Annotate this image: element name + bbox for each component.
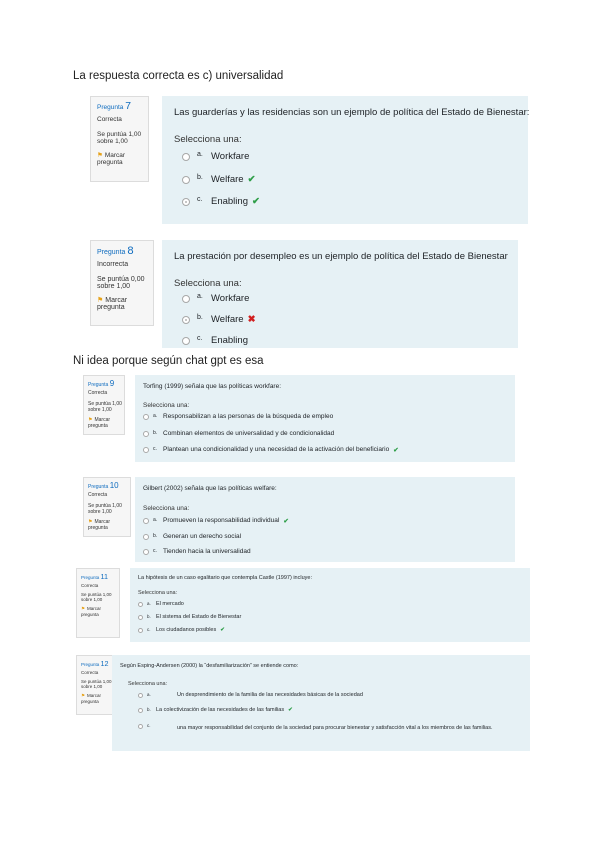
option-letter: c. bbox=[147, 627, 151, 632]
option-label: Combinan elementos de universalidad y de condicionalidad bbox=[163, 430, 335, 437]
option-letter: a. bbox=[197, 151, 203, 158]
question-content bbox=[130, 568, 530, 642]
option-letter: c. bbox=[197, 335, 203, 342]
flag-question-link[interactable]: ⚑ Marcar pregunta bbox=[88, 417, 111, 429]
option-label: una mayor responsabilidad del conjunto de la sociedad para procurar bienestar y satisfacción vital a los miembros de las familias. bbox=[177, 725, 493, 731]
radio-button[interactable] bbox=[182, 153, 190, 161]
question-score: Se puntúa 1,00 sobre 1,00 bbox=[88, 503, 122, 515]
question-score: Se puntúa 1,00 sobre 1,00 bbox=[81, 592, 112, 602]
option-letter: b. bbox=[147, 614, 151, 619]
option-a[interactable] bbox=[138, 692, 363, 698]
flag-question-link[interactable]: ⚑ Marcar pregunta bbox=[97, 152, 126, 166]
question-content bbox=[135, 477, 515, 562]
question-info bbox=[90, 96, 149, 182]
question-info bbox=[90, 240, 154, 326]
option-b[interactable] bbox=[143, 430, 334, 437]
radio-button[interactable] bbox=[182, 316, 190, 324]
option-letter: a. bbox=[147, 601, 151, 606]
question-title: Pregunta 8 bbox=[97, 245, 134, 257]
option-label: Los ciudadanos posibles bbox=[156, 627, 217, 633]
option-label: Generan un derecho social bbox=[163, 533, 242, 540]
option-label: Un desprendimiento de la familia de las necesidades básicas de la sociedad bbox=[177, 692, 363, 698]
radio-button[interactable] bbox=[143, 414, 149, 420]
option-letter: c. bbox=[147, 723, 151, 728]
flag-icon: ⚑ bbox=[81, 693, 86, 698]
radio-button[interactable] bbox=[138, 708, 143, 713]
option-c[interactable] bbox=[143, 548, 251, 555]
option-b[interactable] bbox=[138, 614, 241, 620]
option-letter: b. bbox=[197, 314, 203, 321]
question-title: Pregunta 9 bbox=[88, 379, 115, 388]
select-prompt: Selecciona una: bbox=[143, 402, 190, 409]
radio-button[interactable] bbox=[182, 176, 190, 184]
option-label: El mercado bbox=[156, 601, 184, 607]
question-title: Pregunta 10 bbox=[88, 481, 119, 490]
question-text: Las guarderías y las residencias son un ejemplo de política del Estado de Bienestar: bbox=[174, 107, 530, 118]
question-text: Según Esping-Andersen (2000) la “desfamiliarización” se entiende como: bbox=[120, 663, 299, 669]
radio-button[interactable] bbox=[182, 295, 190, 303]
question-info bbox=[76, 568, 120, 638]
select-prompt: Selecciona una: bbox=[174, 134, 242, 145]
question-text: La hipótesis de un caso egalitario que contempla Castle (1997) incluye: bbox=[138, 575, 312, 581]
select-prompt: Selecciona una: bbox=[143, 505, 190, 512]
select-prompt: Selecciona una: bbox=[128, 681, 168, 687]
option-label: Enabling bbox=[211, 196, 248, 207]
question-text: Gilbert (2002) señala que las políticas welfare: bbox=[143, 485, 277, 492]
option-letter: c. bbox=[153, 446, 157, 452]
question-content bbox=[112, 655, 530, 751]
option-a[interactable] bbox=[182, 151, 249, 162]
option-label: El sistema del Estado de Bienestar bbox=[156, 614, 242, 620]
option-b[interactable] bbox=[138, 707, 293, 713]
radio-button[interactable] bbox=[138, 615, 143, 620]
radio-button[interactable] bbox=[138, 693, 143, 698]
option-label: Tienden hacia la universalidad bbox=[163, 548, 251, 555]
option-b[interactable] bbox=[182, 174, 256, 185]
flag-icon: ⚑ bbox=[88, 519, 93, 525]
question-title: Pregunta 11 bbox=[81, 572, 108, 581]
question-content bbox=[162, 96, 528, 224]
option-c[interactable] bbox=[143, 446, 399, 454]
option-b[interactable] bbox=[143, 533, 241, 540]
question-score: Se puntúa 1,00 sobre 1,00 bbox=[88, 401, 122, 413]
correct-check-icon: ✔ bbox=[288, 707, 293, 713]
option-a[interactable] bbox=[143, 517, 289, 525]
option-letter: a. bbox=[153, 413, 158, 419]
option-c[interactable] bbox=[138, 723, 527, 734]
answer-note: La respuesta correcta es c) universalidad bbox=[73, 70, 284, 82]
correct-check-icon: ✔ bbox=[393, 447, 399, 454]
option-letter: b. bbox=[197, 174, 203, 181]
question-text: La prestación por desempleo es un ejemplo de política del Estado de Bienestar bbox=[174, 251, 508, 262]
option-label: La colectivización de las necesidades de las familias bbox=[156, 707, 285, 713]
correct-check-icon: ✔ bbox=[247, 174, 256, 185]
option-label: Plantean una condicionalidad y una necesidad de la activación del beneficiario bbox=[163, 446, 390, 453]
option-letter: a. bbox=[197, 293, 203, 300]
question-info bbox=[83, 477, 131, 537]
select-prompt: Selecciona una: bbox=[138, 590, 178, 596]
select-prompt: Selecciona una: bbox=[174, 278, 242, 289]
option-c[interactable] bbox=[182, 196, 260, 207]
correct-check-icon: ✔ bbox=[283, 518, 289, 525]
question-status: Incorrecta bbox=[97, 261, 129, 268]
correct-check-icon: ✔ bbox=[220, 627, 225, 633]
radio-button[interactable] bbox=[138, 602, 143, 607]
question-status: Correcta bbox=[81, 670, 99, 675]
question-content bbox=[135, 375, 515, 462]
radio-button[interactable] bbox=[182, 198, 190, 206]
radio-button[interactable] bbox=[138, 628, 143, 633]
flag-icon: ⚑ bbox=[81, 606, 86, 611]
option-label: Welfare bbox=[211, 314, 244, 325]
option-letter: c. bbox=[153, 548, 157, 554]
flag-question-link[interactable]: ⚑ Marcar pregunta bbox=[81, 606, 102, 617]
question-info bbox=[83, 375, 125, 435]
flag-icon: ⚑ bbox=[97, 152, 103, 159]
question-status: Correcta bbox=[81, 583, 99, 588]
option-label: Promueven la responsabilidad individual bbox=[163, 517, 280, 524]
radio-button[interactable] bbox=[143, 549, 149, 555]
radio-button[interactable] bbox=[143, 534, 149, 540]
radio-button[interactable] bbox=[182, 337, 190, 345]
radio-button[interactable] bbox=[143, 431, 149, 437]
option-label: Workfare bbox=[211, 151, 250, 162]
incorrect-cross-icon: ✖ bbox=[247, 314, 256, 325]
option-label: Enabling bbox=[211, 335, 248, 346]
option-b[interactable] bbox=[182, 314, 256, 325]
option-letter: b. bbox=[153, 533, 158, 539]
flag-question-link[interactable]: ⚑ Marcar pregunta bbox=[88, 519, 111, 531]
option-label: Responsabilizan a las personas de la búsqueda de empleo bbox=[163, 413, 334, 420]
flag-question-link[interactable]: ⚑ Marcar pregunta bbox=[81, 693, 102, 704]
question-status: Correcta bbox=[88, 492, 108, 498]
option-letter: c. bbox=[197, 196, 203, 203]
flag-question-link[interactable]: ⚑ Marcar pregunta bbox=[97, 297, 128, 311]
question-title: Pregunta 12 bbox=[81, 659, 109, 668]
option-c[interactable] bbox=[182, 335, 248, 346]
radio-button[interactable] bbox=[143, 518, 149, 524]
flag-icon: ⚑ bbox=[88, 417, 93, 423]
question-title: Pregunta 7 bbox=[97, 101, 131, 112]
radio-button[interactable] bbox=[143, 447, 149, 453]
correct-check-icon: ✔ bbox=[251, 196, 260, 207]
flag-icon: ⚑ bbox=[97, 297, 104, 304]
question-status: Correcta bbox=[88, 390, 108, 396]
question-score: Se puntúa 0,00 sobre 1,00 bbox=[97, 276, 145, 290]
option-a[interactable] bbox=[143, 413, 333, 420]
option-c[interactable] bbox=[138, 627, 225, 633]
question-status: Correcta bbox=[97, 116, 122, 123]
question-text: Torfing (1999) señala que las políticas workfare: bbox=[143, 383, 282, 390]
option-letter: a. bbox=[147, 692, 151, 697]
option-label: Workfare bbox=[211, 293, 250, 304]
option-letter: b. bbox=[147, 707, 151, 712]
option-letter: a. bbox=[153, 517, 158, 523]
question-score: Se puntúa 1,00 sobre 1,00 bbox=[97, 131, 142, 145]
option-label: Welfare bbox=[211, 174, 244, 185]
question-score: Se puntúa 1,00 sobre 1,00 bbox=[81, 679, 112, 689]
option-letter: b. bbox=[153, 430, 158, 436]
option-a[interactable] bbox=[182, 293, 249, 304]
comment-note: Ni idea porque según chat gpt es esa bbox=[73, 355, 264, 367]
radio-button[interactable] bbox=[138, 724, 143, 729]
option-a[interactable] bbox=[138, 601, 184, 607]
question-content bbox=[162, 240, 518, 348]
